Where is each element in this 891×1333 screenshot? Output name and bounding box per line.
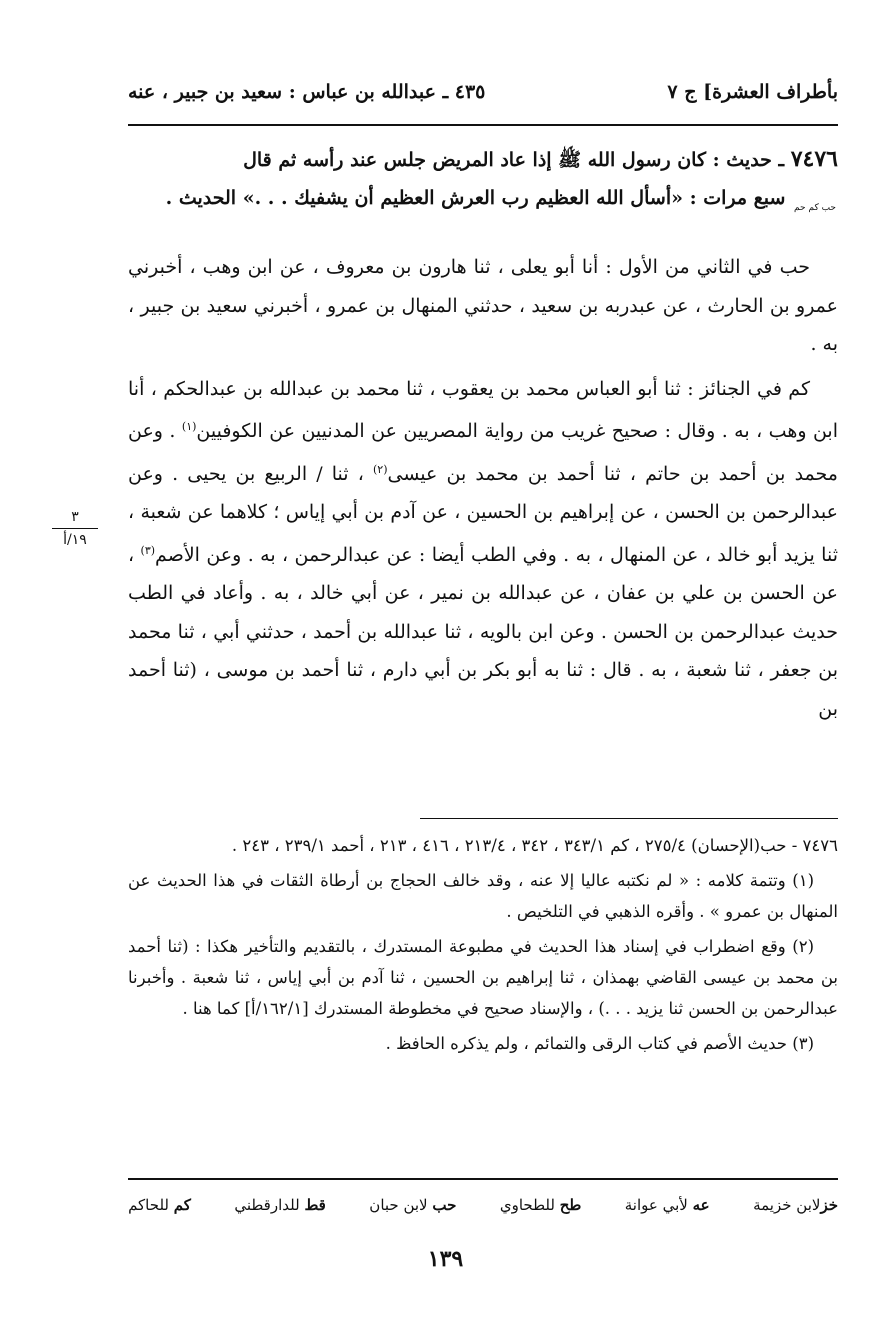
footnote-1: (١) وتتمة كلامه : « لم نكتبه عاليا إلا عنه ، وقد خالف الحجاج بن أرطاة الثقات في هذا الحديث عن المنهال بن عمرو » . وأقره الذهبي في التلخيص . [128, 871, 838, 921]
margin-note-bottom: ١٩/أ [63, 532, 87, 548]
footnote-sources: ٧٤٧٦ - حب(الإحسان) ٢٧٥/٤ ، كم ٣٤٣/١ ، ٣٤٢ ، ٢١٣/٤ ، ٤١٦ ، ٢١٣ ، أحمد ٢٣٩/١ ، ٢٤٣ . [231, 836, 838, 855]
footnote-marker-1[interactable]: (١) [181, 420, 197, 433]
footnote-marker-3[interactable]: (٣) [140, 543, 156, 557]
legend-item: حب لابن حبان [369, 1196, 457, 1214]
header-section-title: ٤٣٥ ـ عبدالله بن عباس : سعيد بن جبير ، عنه [128, 81, 486, 103]
hadith-text-second-line: سبع مرات : «أسأل الله العظيم رب العرش العظيم أن يشفيك . . .» الحديث . [165, 187, 793, 209]
main-text [128, 248, 838, 734]
header-divider [128, 124, 838, 126]
paragraph-hakim [128, 370, 838, 729]
margin-note-divider [52, 528, 98, 529]
paragraph-hakim-part-3: ، ثنا / الربيع بن يحيى . وعن عبدالرحمن بن الحسن ، عن إبراهيم بن الحسين ، عن آدم بن أبي إياس ؛ كلاهما عن شعبة ، ثنا يزيد أبو خالد ، عن المنهال ، به . وفي الطب أيضا : عن عبدالرحمن ، به . وعن الأصم [128, 462, 838, 566]
hadith-heading [128, 140, 838, 227]
legend-item: خزلابن خزيمة [753, 1196, 838, 1214]
paragraph-hakim-part-1: كم في الجنائز : ثنا أبو العباس محمد بن يعقوب ، ثنا محمد بن عبدالله بن عبدالحكم ، أنا ابن وهب ، به . وقال : صحيح غريب من رواية المصريين عن المدنيين عن الكوفيين [128, 377, 838, 442]
paragraph-hakim-part-2: . وعن محمد بن أحمد بن حاتم ، ثنا أحمد بن محمد بن عيسى [128, 420, 838, 485]
running-header [128, 72, 838, 112]
abbreviation-legend [128, 1188, 838, 1222]
hadith-text-first-line: ـ حديث : كان رسول الله ﷺ إذا عاد المريض جلس عند رأسه ثم قال [243, 149, 791, 171]
paragraph-hakim-part-4: ، عن الحسن بن علي بن عفان ، عن عبدالله بن نمير ، عن أبي خالد ، به . وأعاد في الطب حديث عبدالرحمن بن الحسن . وعن ابن بالويه ، ثنا عبدالله بن أحمد ، حدثني أبي ، ثنا محمد بن جعفر ، ثنا شعبة ، به . قال : ثنا به أبو بكر بن أبي دارم ، ثنا أحمد بن موسى ، (ثنا أحمد بن [128, 543, 838, 720]
page-number: ١٣٩ [427, 1246, 464, 1272]
legend-divider [128, 1178, 838, 1180]
footnote-marker-2[interactable]: (٢) [372, 462, 388, 476]
manuscript-folio-note [52, 508, 98, 549]
hadith-number: ٧٤٧٦ [790, 146, 838, 172]
footnotes-section [128, 830, 838, 1063]
legend-item: طح للطحاوي [499, 1196, 582, 1214]
footnote-3: (٣) حديث الأصم في كتاب الرقى والتمائم ، ولم يذكره الحافظ . [385, 1034, 814, 1053]
legend-item: كم للحاكم [128, 1196, 191, 1214]
paragraph-ibn-hibban: حب في الثاني من الأول : أنا أبو يعلى ، ثنا هارون بن معروف ، عن ابن وهب ، أخبرني عمرو بن الحارث ، عن عبدربه بن سعيد ، حدثني المنهال بن عمرو ، أخبرني سعيد بن جبير ، به . [128, 256, 838, 355]
header-book-title: بأطراف العشرة] ج ٧ [667, 81, 838, 103]
legend-item: قط للدارقطني [234, 1196, 326, 1214]
hadith-source-sigla: حب كم حم [794, 203, 836, 213]
margin-note-top: ٣ [71, 509, 79, 525]
legend-item: عه لأبي عوانة [624, 1196, 710, 1214]
footnote-2: (٢) وقع اضطراب في إسناد هذا الحديث في مطبوعة المستدرك ، بالتقديم والتأخير هكذا : (ثنا أحمد بن محمد بن عيسى القاضي بهمذان ، ثنا إبراهيم بن الحسين ، ثنا آدم بن أبي إياس ، ثنا شعبة . وأخبرنا عبدالرحمن بن الحسن ثنا يزيد . . .) ، والإسناد صحيح في مخطوطة المستدرك [١٦٢/١/أ] كما هنا . [128, 937, 838, 1018]
footnote-divider [420, 818, 838, 819]
